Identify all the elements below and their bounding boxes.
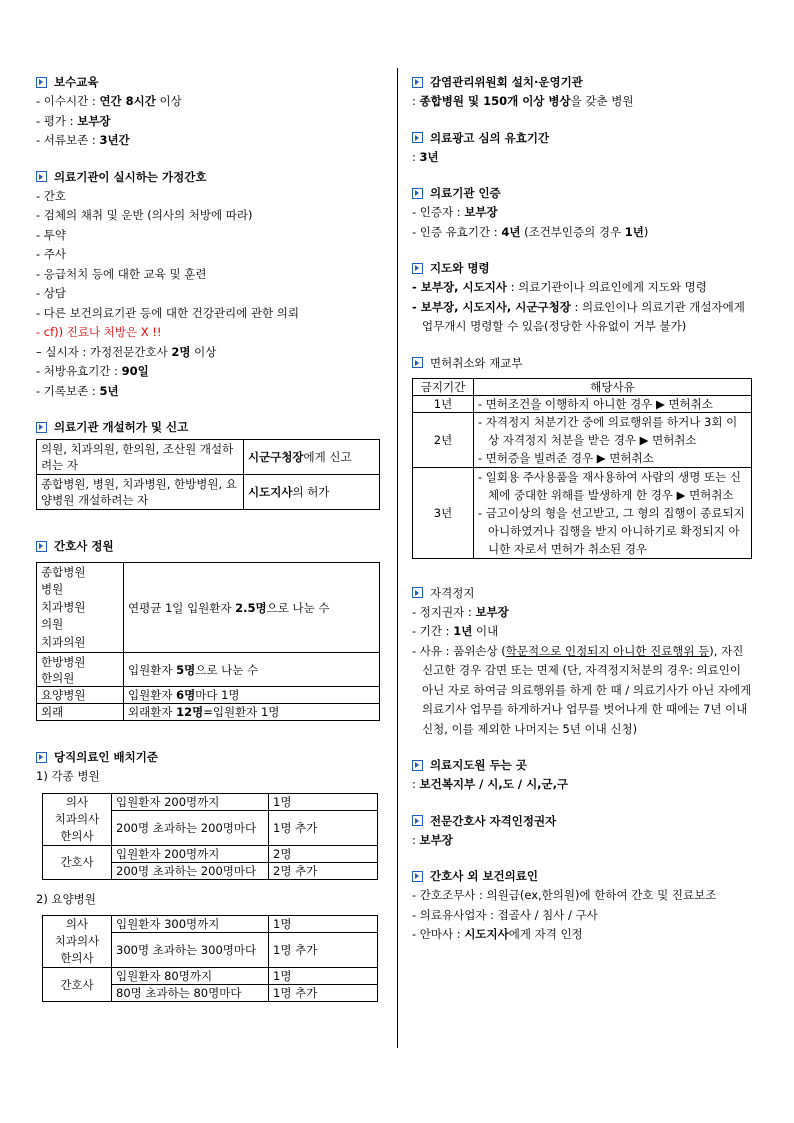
section-title-continuing-education: 보수교육 — [36, 72, 380, 92]
sub-heading: 1) 각종 병원 — [36, 769, 100, 783]
section-title-license-revocation: 면허취소와 재교부 — [412, 353, 754, 373]
text-line: - 처방유효기간 : 90일 — [36, 364, 149, 378]
list-item: - 상담 — [36, 286, 67, 300]
right-column — [412, 72, 754, 945]
text-line: : 보부장 — [412, 832, 453, 847]
arrow-box-icon — [36, 77, 47, 88]
left-column — [36, 72, 380, 1002]
text-line: : 보건복지부 / 시,도 / 시,군,구 — [412, 777, 569, 791]
table-cell: 80명 초과하는 80명마다 — [112, 985, 269, 1002]
arrow-box-icon — [412, 815, 423, 826]
section-title-establishment: 의료기관 개설허가 및 신고 — [36, 417, 380, 437]
table-cell: 의사 치과의사 한의사 — [43, 793, 112, 845]
table-row — [37, 704, 380, 721]
table-cell: 1명 추가 — [269, 985, 378, 1002]
table-header: 금지기간 — [413, 378, 474, 395]
table-cell: 종합병원, 병원, 치과병원, 한방병원, 요양병원 개설하려는 자 — [37, 475, 244, 510]
text-line: - 인증자 : 보부장 — [412, 205, 498, 219]
table-cell: 1명 — [269, 968, 378, 985]
table-cell: 1명 추가 — [269, 933, 378, 968]
arrow-box-icon — [36, 752, 47, 763]
text-line: - 의료유사업자 : 접골사 / 침사 / 구사 — [412, 907, 598, 922]
table-cell: 2년 — [413, 412, 474, 467]
table-row — [37, 475, 380, 510]
text-line: - 서류보존 : 3년간 — [36, 133, 130, 147]
table-cell: - 면허조건을 이행하지 아니한 경우 ▶ 면허취소 — [474, 395, 752, 412]
arrow-box-icon — [412, 760, 423, 771]
table-cell: 의원, 치과의원, 한의원, 조산원 개설하려는 자 — [37, 440, 244, 475]
list-item: - 다른 보건의료기관 등에 대한 건강관리에 관한 의뢰 — [36, 305, 300, 320]
section-title-infection-committee: 감염관리위원회 설치·운영기관 — [412, 72, 754, 92]
text-line: - 기록보존 : 5년 — [36, 383, 119, 398]
night-duty-table-hospital — [42, 793, 378, 880]
table-cell: 시도지사의 허가 — [244, 475, 380, 510]
section-title-guidance: 지도와 명령 — [412, 258, 754, 278]
arrow-box-icon — [36, 422, 47, 433]
table-cell: 입원환자 5명으로 나눈 수 — [124, 653, 380, 687]
sub-heading: 2) 요양병원 — [36, 891, 96, 906]
warning-note: - cf)) 진료나 처방은 X !! — [36, 325, 162, 339]
arrow-box-icon — [412, 77, 423, 88]
section-title-night-duty: 당직의료인 배치기준 — [36, 747, 380, 767]
table-cell: - 자격정지 처분기간 중에 의료행위를 하거나 3회 이상 자격정지 처분을 받은 경우 ▶ 면허취소 - 면허증을 빌려준 경우 ▶ 면허취소 — [474, 412, 752, 467]
table-cell: 연평균 1일 입원환자 2.5명으로 나눈 수 — [124, 563, 380, 653]
section-title-ad-review: 의료광고 심의 유효기간 — [412, 128, 754, 148]
table-row — [43, 916, 378, 933]
table-cell: 1명 추가 — [269, 810, 378, 845]
table-cell: 2명 추가 — [269, 862, 378, 879]
table-cell: 외래 — [37, 704, 124, 721]
list-item: - 검체의 채취 및 운반 (의사의 처방에 따라) — [36, 208, 253, 222]
arrow-box-icon — [36, 171, 47, 182]
section-title-suspension: 자격정지 — [412, 583, 754, 603]
table-cell: 종합병원 병원 치과병원 의원 치과의원 — [37, 563, 124, 653]
section-title-other-health-workers: 간호사 외 보건의료인 — [412, 866, 754, 886]
arrow-box-icon — [412, 871, 423, 882]
table-cell: 입원환자 200명까지 — [112, 845, 269, 862]
table-cell: 1년 — [413, 395, 474, 412]
license-revocation-table — [412, 378, 752, 559]
table-cell: 간호사 — [43, 845, 112, 879]
arrow-box-icon — [412, 132, 423, 143]
table-cell: 시군구청장에게 신고 — [244, 440, 380, 475]
table-row — [413, 412, 752, 467]
table-row — [43, 968, 378, 985]
section-title-home-nursing: 의료기관이 실시하는 가정간호 — [36, 167, 380, 187]
table-cell: 간호사 — [43, 968, 112, 1002]
list-item: - 주사 — [36, 247, 67, 261]
table-cell: - 일회용 주사용품을 재사용하여 사람의 생명 또는 신체에 중대한 위해를 발생하게 한 경우 ▶ 면허취소 - 금고이상의 형을 선고받고, 그 형의 집행이 종료되지 아니하였거나 집행을 받지 아니하기로 확정되지 아니한 자로서 면허가 취소된 경우 — [474, 467, 752, 558]
table-row — [37, 563, 380, 653]
table-cell: 2명 — [269, 845, 378, 862]
arrow-box-icon — [412, 357, 423, 368]
table-row — [413, 395, 752, 412]
table-row — [37, 440, 380, 475]
night-duty-table-nursing-home — [42, 915, 378, 1002]
table-cell: 입원환자 80명까지 — [112, 968, 269, 985]
text-line: - 보부장, 시도지사 : 의료기관이나 의료인에게 지도와 명령 — [412, 280, 707, 294]
table-row — [413, 467, 752, 558]
table-cell: 한방병원 한의원 — [37, 653, 124, 687]
list-item: - 간호 — [36, 188, 67, 203]
table-header: 해당사유 — [474, 378, 752, 395]
table-cell: 입원환자 200명까지 — [112, 793, 269, 810]
column-divider — [397, 68, 398, 1048]
arrow-box-icon — [412, 587, 423, 598]
table-cell: 300명 초과하는 300명마다 — [112, 933, 269, 968]
establishment-table — [36, 439, 380, 510]
table-cell: 200명 초과하는 200명마다 — [112, 810, 269, 845]
arrow-box-icon — [412, 263, 423, 274]
arrow-box-icon — [36, 541, 47, 552]
table-cell: 의사 치과의사 한의사 — [43, 916, 112, 968]
section-title-specialist-nurse: 전문간호사 자격인정권자 — [412, 811, 754, 831]
text-line: - 기간 : 1년 이내 — [412, 624, 499, 638]
table-cell: 입원환자 300명까지 — [112, 916, 269, 933]
text-line: – 실시자 : 가정전문간호사 2명 이상 — [36, 344, 217, 359]
table-cell: 1명 — [269, 793, 378, 810]
nurse-quota-table — [36, 562, 380, 721]
table-cell: 입원환자 6명마다 1명 — [124, 687, 380, 704]
table-cell: 1명 — [269, 916, 378, 933]
table-cell: 3년 — [413, 467, 474, 558]
table-row — [43, 793, 378, 810]
table-row — [37, 653, 380, 687]
text-paragraph: - 사유 : 품위손상 (학문적으로 인정되지 아니한 진료행위 등), 자진신고한 경우 감면 또는 면제 (단, 자격정지처분의 경우: 의료인이 아닌 자로 하여금 의료행위를 하게 한 때 / 의료기사가 아닌 자에게 의료기사 업무를 하게하거나 업무를 벗어나게 한 때에는 7년 이내 신청, 이를 제외한 나머지는 5년 이내 신청) — [412, 643, 752, 736]
text-line: - 이수시간 : 연간 8시간 이상 — [36, 94, 182, 108]
list-item: - 투약 — [36, 227, 67, 242]
text-paragraph: - 보부장, 시도지사, 시군구청장 : 의료인이나 의료기관 개설자에게 업무개시 명령할 수 있음(정당한 사유없이 거부 불가) — [412, 299, 745, 333]
table-cell: 200명 초과하는 200명마다 — [112, 862, 269, 879]
table-cell: 외래환자 12명=입원환자 1명 — [124, 704, 380, 721]
text-line: : 3년 — [412, 149, 439, 164]
table-cell: 요양병원 — [37, 687, 124, 704]
text-line: - 인증 유효기간 : 4년 (조건부인증의 경우 1년) — [412, 224, 649, 239]
section-title-certification: 의료기관 인증 — [412, 183, 754, 203]
text-line: : 종합병원 및 150개 이상 병상을 갖춘 병원 — [412, 94, 634, 108]
text-line: - 정지권자 : 보부장 — [412, 604, 509, 619]
table-row — [413, 378, 752, 395]
text-line: - 안마사 : 시도지사에게 자격 인정 — [412, 927, 583, 941]
table-row — [37, 687, 380, 704]
arrow-box-icon — [412, 188, 423, 199]
text-line: - 간호조무사 : 의원급(ex,한의원)에 한하여 간호 및 진료보조 — [412, 888, 717, 902]
section-title-medical-inspector: 의료지도원 두는 곳 — [412, 755, 754, 775]
text-line: - 평가 : 보부장 — [36, 113, 111, 128]
table-row — [43, 845, 378, 862]
list-item: - 응급처치 등에 대한 교육 및 훈련 — [36, 266, 207, 281]
section-title-nurse-quota: 간호사 정원 — [36, 536, 380, 556]
